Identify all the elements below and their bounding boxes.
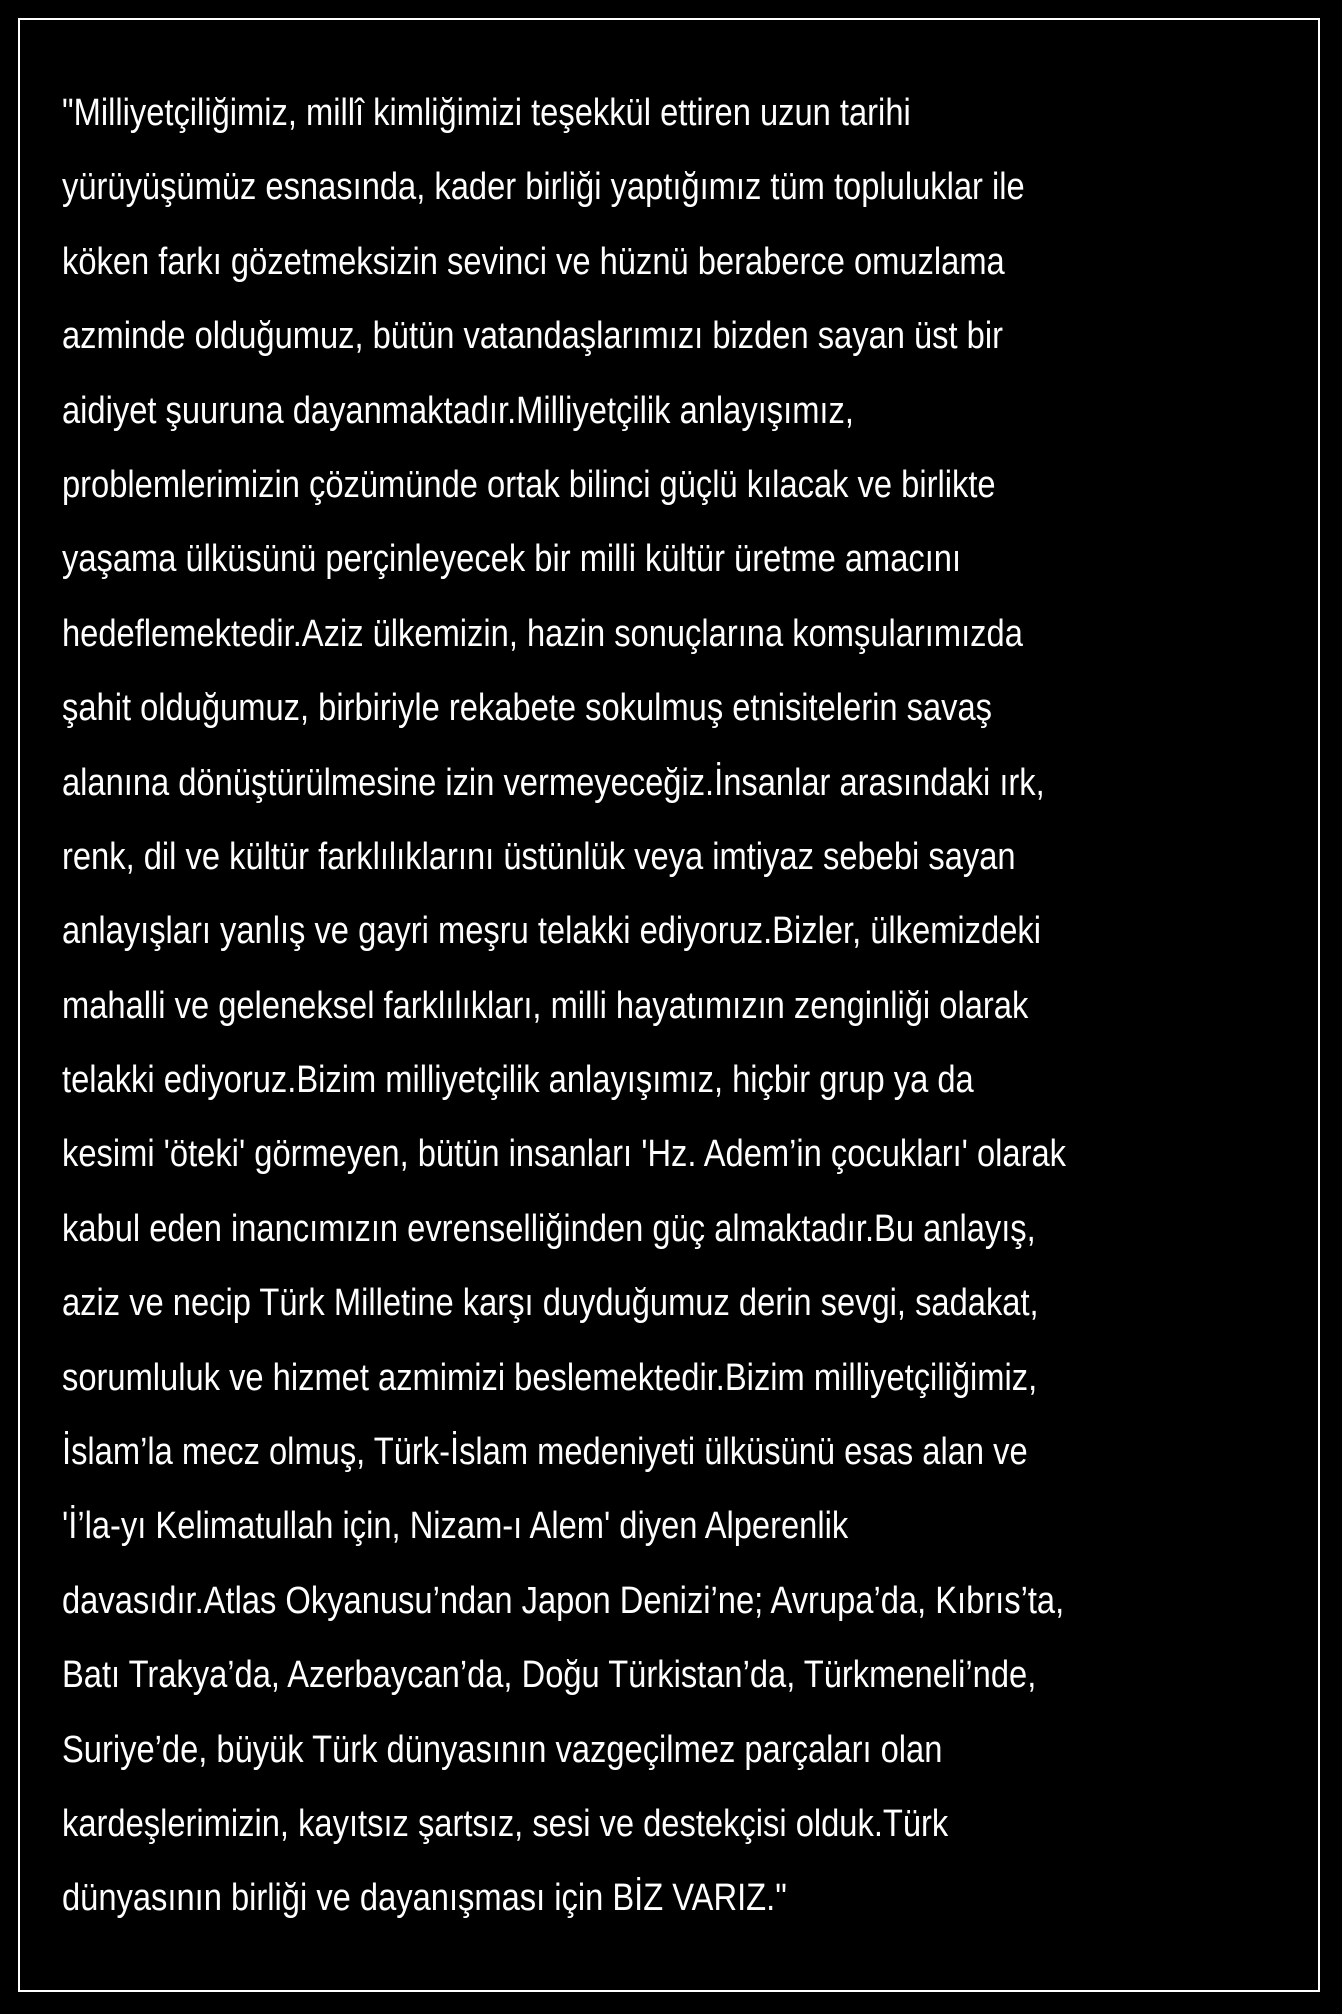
quote-line: dünyasının birliği ve dayanışması için BİZ VARIZ." (62, 1877, 787, 1920)
quote-line: sorumluluk ve hizmet azmimizi beslemektedir.Bizim milliyetçiliğimiz, (62, 1356, 1038, 1399)
quote-line: "Milliyetçiliğimiz, millî kimliğimizi teşekkül ettiren uzun tarihi (62, 92, 911, 134)
quote-line: kesimi 'öteki' görmeyen, bütün insanları 'Hz. Adem’in çocukları' olarak (62, 1133, 1066, 1176)
quote-line: kabul eden inancımızın evrenselliğinden güç almaktadır.Bu anlayış, (62, 1207, 1036, 1250)
quote-line: İslam’la mecz olmuş, Türk-İslam medeniyeti ülküsünü esas alan ve (62, 1431, 1028, 1474)
quote-line: köken farkı gözetmeksizin sevinci ve hüznü beraberce omuzlama (62, 240, 1005, 283)
quote-line: problemlerimizin çözümünde ortak bilinci güçlü kılacak ve birlikte (62, 463, 996, 506)
quote-line: telakki ediyoruz.Bizim milliyetçilik anlayışımız, hiçbir grup ya da (62, 1059, 974, 1102)
quote-line: 'İ’la-yı Kelimatullah için, Nizam-ı Alem' diyen Alperenlik (62, 1505, 849, 1548)
quote-line: yürüyüşümüz esnasında, kader birliği yaptığımız tüm topluluklar ile (62, 166, 1025, 209)
quote-line: aidiyet şuuruna dayanmaktadır.Milliyetçilik anlayışımız, (62, 389, 854, 432)
quote-line: yaşama ülküsünü perçinleyecek bir milli kültür üretme amacını (62, 538, 962, 581)
quote-line: Batı Trakya’da, Azerbaycan’da, Doğu Türkistan’da, Türkmeneli’nde, (62, 1654, 1037, 1697)
quote-line: azminde olduğumuz, bütün vatandaşlarımızı bizden sayan üst bir (62, 315, 1003, 358)
quote-text (62, 76, 1120, 1936)
quote-line: renk, dil ve kültür farklılıklarını üstünlük veya imtiyaz sebebi sayan (62, 835, 1016, 878)
quote-line: aziz ve necip Türk Milletine karşı duyduğumuz derin sevgi, sadakat, (62, 1282, 1039, 1325)
quote-line: Suriye’de, büyük Türk dünyasının vazgeçilmez parçaları olan (62, 1728, 943, 1771)
quote-line: mahalli ve geleneksel farklılıkları, milli hayatımızın zenginliği olarak (62, 984, 1029, 1027)
quote-line: hedeflemektedir.Aziz ülkemizin, hazin sonuçlarına komşularımızda (62, 612, 1023, 655)
quote-line: davasıdır.Atlas Okyanusu’ndan Japon Denizi’ne; Avrupa’da, Kıbrıs’ta, (62, 1579, 1065, 1622)
quote-line: kardeşlerimizin, kayıtsız şartsız, sesi ve destekçisi olduk.Türk (62, 1802, 949, 1845)
quote-line: alanına dönüştürülmesine izin vermeyeceğiz.İnsanlar arasındaki ırk, (62, 761, 1045, 804)
quote-line: anlayışları yanlış ve gayri meşru telakki ediyoruz.Bizler, ülkemizdeki (62, 910, 1041, 953)
quote-line: şahit olduğumuz, birbiriyle rekabete sokulmuş etnisitelerin savaş (62, 687, 993, 730)
